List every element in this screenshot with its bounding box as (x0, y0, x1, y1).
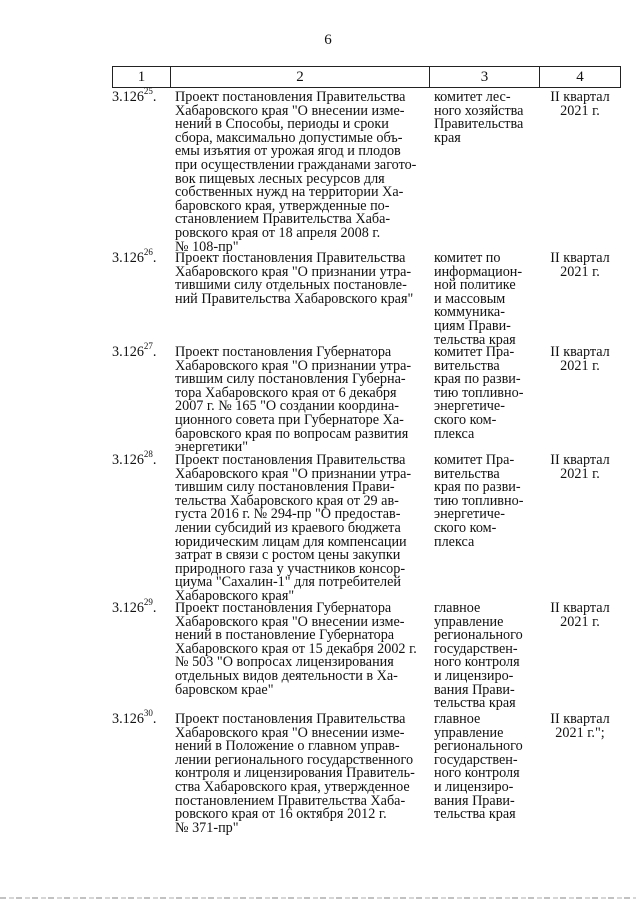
row-description: Проект постановления Правительства Хабаровского края "О признании утра- тившим силу постановления Прави- тельства Хабаровского края от 29 ав- густа 2016 г. № 294-пр "О предостав- лении субсидий из краевого бюджета юридическим лицам для компенсации затрат в связи с ростом цены закупки природного газа у участников консор- циума "Сахалин-1" для потребителей Хабаровского края" (175, 452, 412, 604)
row-number-base: 3.126 (112, 250, 144, 266)
row-number: 3.126$^{29}$. (112, 597, 157, 616)
row-number: 3.126$^{28}$. (112, 449, 157, 468)
row-description: Проект постановления Правительства Хабаровского края "О признании утра- тившими силу отдельных постановле- ний Правительства Хабаровского края" (175, 250, 414, 307)
scan-edge-line (0, 897, 636, 899)
row-deadline: II квартал 2021 г."; (550, 711, 610, 741)
header-col-1: 1 (113, 67, 171, 87)
header-col-3: 3 (430, 67, 540, 87)
row-deadline: II квартал 2021 г. (550, 600, 610, 630)
row-responsible: главное управление регионального государствен- ного контроля и лицензиро- вания Прави- тельства края (434, 711, 523, 823)
row-number-sup: 26 (143, 247, 153, 258)
row-number-base: 3.126 (112, 89, 144, 105)
row-number: 3.126$^{26}$. (112, 247, 157, 266)
row-responsible: главное управление регионального государствен- ного контроля и лицензиро- вания Прави- тельства края (434, 600, 523, 712)
row-description: Проект постановления Правительства Хабаровского края "О внесении изме- нений в Способы, периоды и сроки сбора, максимально допустимые объ- емы изъятия от урожая ягод и плодов при осуществлении гражданами загото- вок пищевых лесных ресурсов для собственных нужд на территории Ха- баровского края, утвержденные по- становлением Правительства Хаба- ровского края от 18 апреля 2008 г. № 108-пр" (175, 89, 417, 255)
row-responsible: комитет Пра- вительства края по разви- тию топливно- энергетиче- ского ком- плекса (434, 344, 524, 442)
row-number-sup: 25 (143, 86, 153, 97)
row-responsible: комитет лес- ного хозяйства Правительства края (434, 89, 524, 146)
page-number: 6 (324, 32, 332, 48)
row-number: 3.126$^{30}$. (112, 708, 157, 727)
row-description: Проект постановления Губернатора Хабаровского края "О внесении изме- нений в постановление Губернатора Хабаровского края от 15 декабря 2002 г. № 503 "О вопросах лицензирования отдельных видов деятельности в Ха- баровском крае" (175, 600, 417, 698)
row-number-base: 3.126 (112, 452, 144, 468)
header-col-2: 2 (171, 67, 430, 87)
row-deadline: II квартал 2021 г. (550, 452, 610, 482)
row-number-sup: 29 (143, 597, 153, 608)
row-deadline: II квартал 2021 г. (550, 89, 610, 119)
row-number-base: 3.126 (112, 711, 144, 727)
row-description: Проект постановления Губернатора Хабаровского края "О признании утра- тившим силу постановления Губерна- тора Хабаровского края от 6 декабря 2007 г. № 165 "О создании координа- ционного совета при Губернаторе Ха- баровского края по вопросам развития энергетики" (175, 344, 412, 456)
row-description: Проект постановления Правительства Хабаровского края "О внесении изме- нений в Положение о главном управ- лении регионального государственного контроля и лицензирования Правитель- ства Хабаровского края, утвержденное постановлением Правительства Хаба- ровского края от 16 октября 2012 г. № 371-пр" (175, 711, 415, 836)
row-deadline: II квартал 2021 г. (550, 250, 610, 280)
row-number-base: 3.126 (112, 344, 144, 360)
table-header (112, 66, 621, 88)
row-deadline: II квартал 2021 г. (550, 344, 610, 374)
row-number: 3.126$^{25}$. (112, 86, 157, 105)
row-number-sup: 27 (143, 341, 153, 352)
row-number-sup: 28 (143, 449, 153, 460)
row-responsible: комитет по информацион- ной политике и массовым коммуника- циям Прави- тельства края (434, 250, 523, 348)
row-number: 3.126$^{27}$. (112, 341, 157, 360)
row-responsible: комитет Пра- вительства края по разви- тию топливно- энергетиче- ского ком- плекса (434, 452, 524, 550)
row-number-sup: 30 (143, 708, 153, 719)
row-number-base: 3.126 (112, 600, 144, 616)
header-col-4: 4 (576, 68, 584, 85)
